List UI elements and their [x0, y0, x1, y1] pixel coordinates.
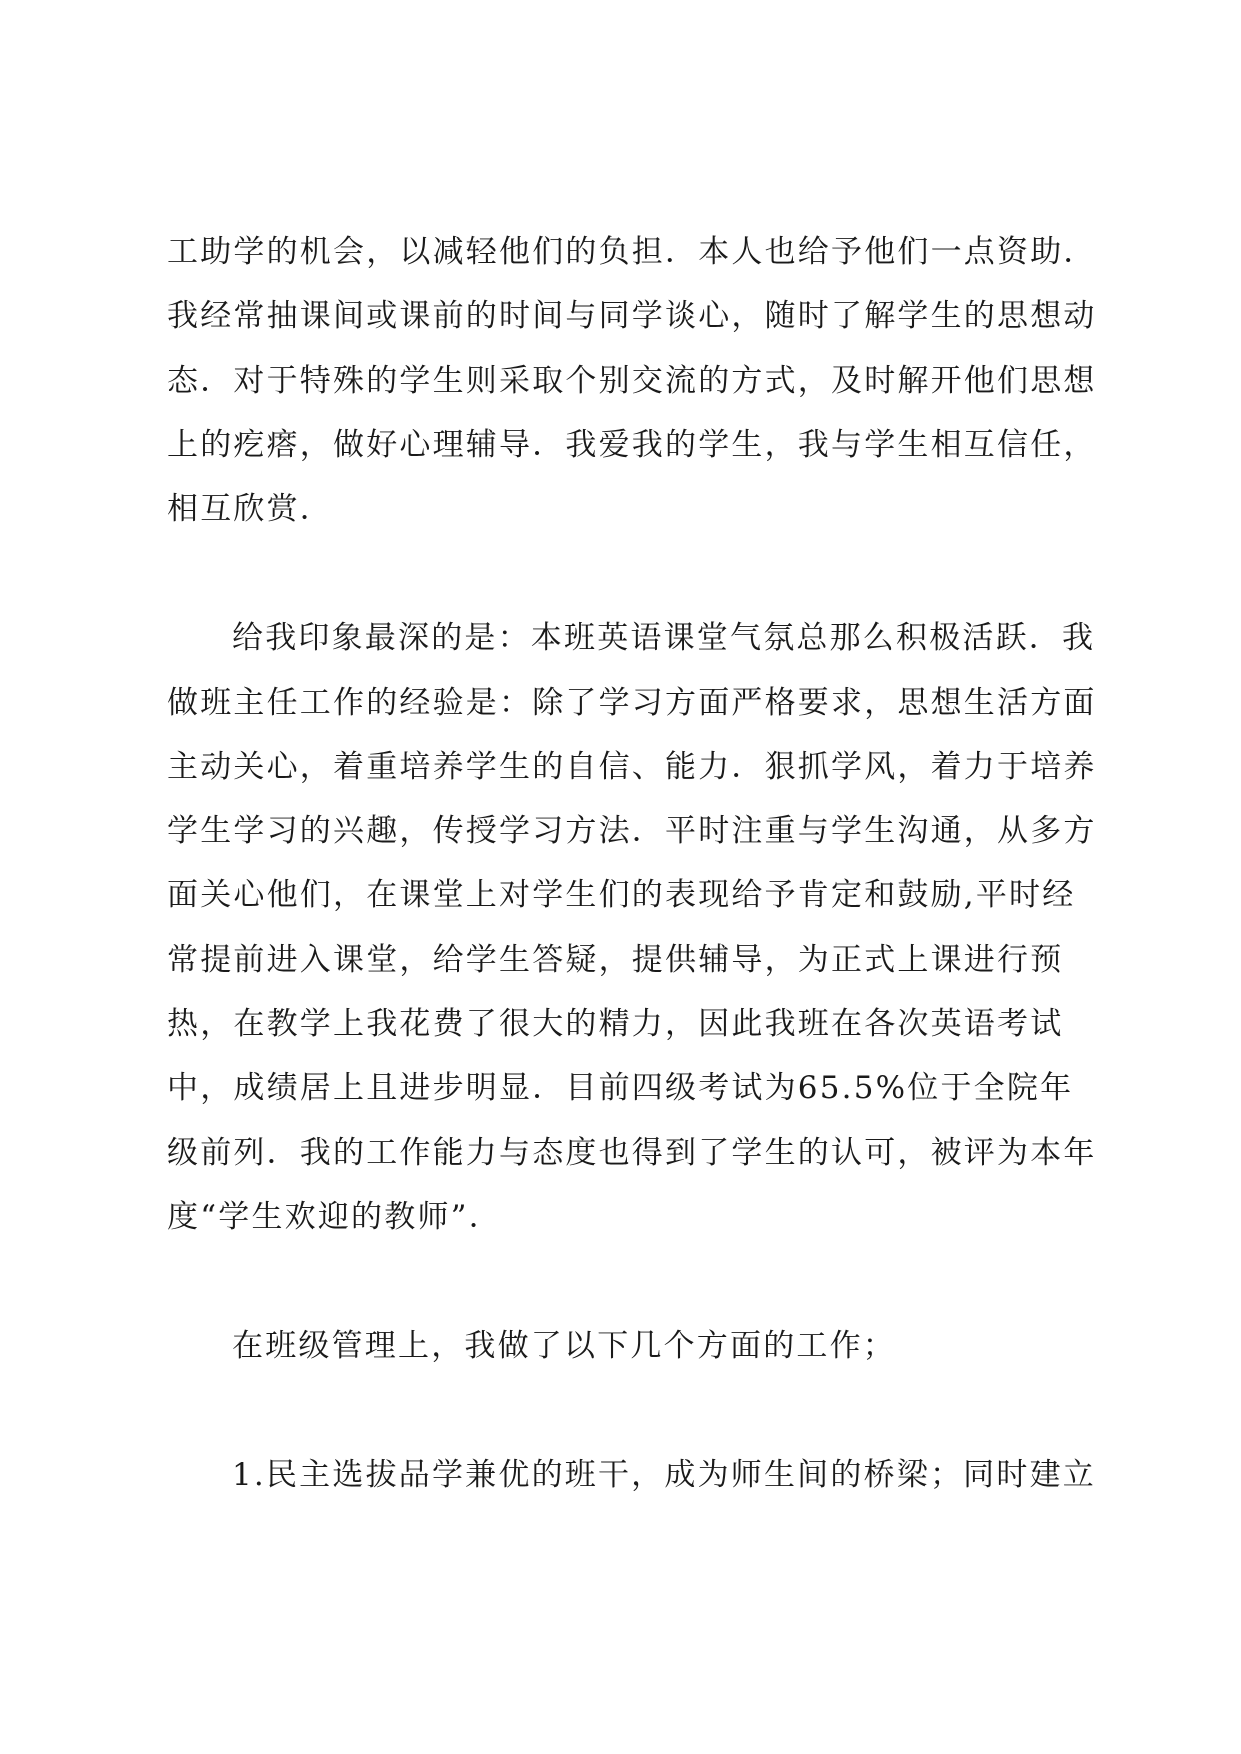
paragraph-2-line-5: 面关心他们，在课堂上对学生们的表现给予肯定和鼓励,平时经 [167, 877, 1076, 913]
paragraph-1-line-5: 相互欣赏． [167, 491, 333, 527]
paragraph-1-line-2: 我经常抽课间或课前的时间与同学谈心，随时了解学生的思想动 [167, 298, 1097, 334]
paragraph-1-line-4: 上的疙瘩，做好心理辅导．我爱我的学生，我与学生相互信任， [167, 427, 1097, 463]
paragraph-2-line-9: 级前列．我的工作能力与态度也得到了学生的认可，被评为本年 [167, 1135, 1097, 1171]
paragraph-2-line-6: 常提前进入课堂，给学生答疑，提供辅导，为正式上课进行预 [167, 942, 1064, 978]
paragraph-2-line-10: 度“学生欢迎的教师”． [167, 1199, 502, 1235]
paragraph-2-line-3: 主动关心，着重培养学生的自信、能力．狠抓学风，着力于培养 [167, 749, 1097, 785]
paragraph-1-line-1: 工助学的机会，以减轻他们的负担．本人也给予他们一点资助． [167, 234, 1097, 270]
paragraph-2-line-4: 学生学习的兴趣，传授学习方法．平时注重与学生沟通，从多方 [167, 813, 1097, 849]
paragraph-2-line-2: 做班主任工作的经验是：除了学习方面严格要求，思想生活方面 [167, 685, 1097, 721]
paragraph-3-line-1: 在班级管理上，我做了以下几个方面的工作； [232, 1328, 896, 1364]
paragraph-2-line-8: 中，成绩居上且进步明显．目前四级考试为65.5%位于全院年 [167, 1070, 1074, 1106]
paragraph-1-line-3: 态．对于特殊的学生则采取个别交流的方式，及时解开他们思想 [167, 363, 1097, 399]
paragraph-4-line-1: 1.民主选拔品学兼优的班干，成为师生间的桥梁；同时建立 [232, 1457, 1096, 1493]
paragraph-2-line-1: 给我印象最深的是：本班英语课堂气氛总那么积极活跃．我 [232, 620, 1096, 656]
paragraph-2-line-7: 热，在教学上我花费了很大的精力，因此我班在各次英语考试 [167, 1006, 1064, 1042]
